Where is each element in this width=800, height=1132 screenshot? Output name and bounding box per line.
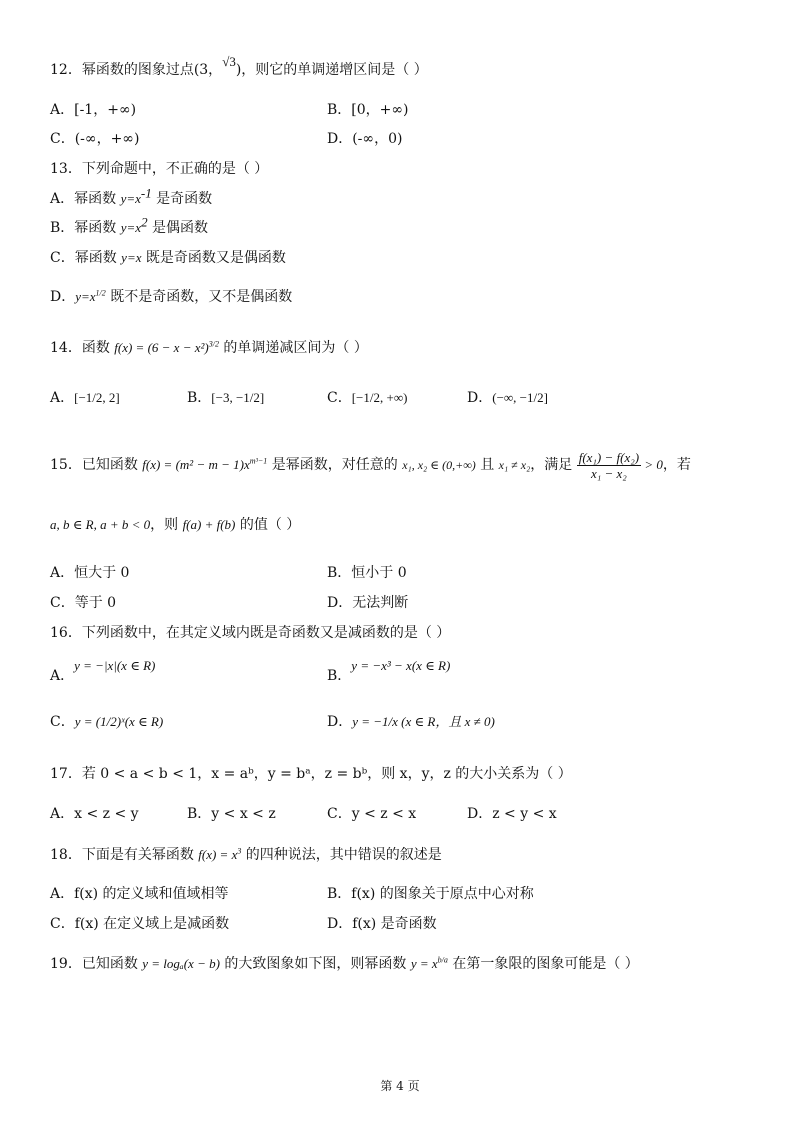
q15-exponent: m³−1 — [249, 456, 268, 466]
q19-stem — [50, 954, 639, 974]
q15-sum: f(a) + f(b) — [182, 517, 236, 532]
q17-option-a[interactable]: A．x < z < y — [50, 806, 139, 822]
q16-option-b[interactable] — [327, 656, 451, 684]
q12-stem-text-b: )，则它的单调递增区间是（ ） — [235, 62, 428, 78]
q13-d-exp: 1/2 — [95, 288, 106, 298]
q18-function: f(x) = x — [198, 847, 238, 862]
q15-line2-text-b: 的值（ ） — [235, 517, 301, 533]
q15-option-c[interactable]: C．等于 0 — [50, 595, 117, 611]
q16-c-label: C． — [50, 714, 75, 730]
q19-power-function: y = x — [410, 956, 438, 971]
q15-neq: x₁ ≠ x₂ — [498, 458, 531, 472]
q13-a-math: y=x — [120, 191, 141, 206]
q18-stem-text-a: 18．下面是有关幂函数 — [50, 847, 199, 863]
q16-option-c[interactable] — [50, 712, 163, 732]
q15-stem-line2 — [50, 515, 300, 535]
q12-option-b[interactable]: B．[0，+∞) — [327, 102, 409, 118]
q15-line2-text-a: ，则 — [150, 517, 183, 533]
q14-option-a[interactable] — [50, 388, 120, 408]
q13-option-d[interactable] — [50, 287, 292, 307]
q15-stem-text-d: ，满足 — [530, 457, 577, 473]
q19-stem-text-a: 19．已知函数 — [50, 956, 143, 972]
q18-stem-text-b: 的四种说法，其中错误的叙述是 — [241, 847, 442, 863]
q16-b-math: y = −x³ − x(x ∈ R) — [351, 658, 451, 673]
q14-function: f(x) = (6 − x − x²) — [114, 340, 209, 355]
q13-d-prefix: D． — [50, 289, 76, 305]
q15-option-a[interactable]: A．恒大于 0 — [50, 565, 130, 581]
q19-log-function: y = logₐ(x − b) — [142, 956, 220, 971]
q18-option-c[interactable]: C．f(x) 在定义域上是减函数 — [50, 916, 230, 932]
q18-option-a[interactable]: A．f(x) 的定义域和值域相等 — [50, 886, 229, 902]
q13-d-math: y=x — [75, 289, 96, 304]
q15-stem-text-b: 是幂函数，对任意的 — [267, 457, 403, 473]
q14-d-math: (−∞, −1/2] — [492, 390, 548, 405]
q15-stem-text-a: 15．已知函数 — [50, 457, 143, 473]
q13-b-exp: 2 — [141, 214, 148, 230]
q17-stem: 17．若 0 < a < b < 1，x = aᵇ，y = bᵃ，z = bᵇ，则 x，y，z 的大小关系为（ ） — [50, 766, 572, 782]
q14-option-b[interactable] — [187, 388, 264, 408]
q16-stem: 16．下列函数中，在其定义域内既是奇函数又是减函数的是（ ） — [50, 625, 451, 641]
q15-fraction — [577, 450, 641, 481]
q16-a-label: A． — [50, 668, 75, 684]
q13-a-prefix: A．幂函数 — [50, 191, 121, 207]
q14-d-label: D． — [467, 390, 493, 406]
q19-stem-text-b: 的大致图象如下图，则幂函数 — [219, 956, 411, 972]
q12-option-d[interactable]: D．(-∞，0) — [327, 131, 403, 147]
q16-option-d[interactable] — [327, 712, 495, 732]
q13-a-exp: -1 — [140, 185, 152, 201]
q13-option-a[interactable] — [50, 185, 213, 209]
page-number: 第 4 页 — [380, 1079, 420, 1093]
q12-stem-text-a: 12．幂函数的图象过点(3， — [50, 62, 223, 78]
q18-option-d[interactable]: D．f(x) 是奇函数 — [327, 916, 437, 932]
q19-exponent: b/a — [437, 955, 448, 965]
q15-domain: x₁, x₂ ∈ (0,+∞) — [402, 458, 476, 472]
q14-a-label: A． — [50, 390, 75, 406]
q14-stem-text-b: 的单调递减区间为（ ） — [218, 340, 368, 356]
q16-option-a[interactable] — [50, 656, 156, 684]
q13-c-math: y=x — [121, 250, 142, 265]
q13-c-suffix: 既是奇函数又是偶函数 — [141, 250, 286, 266]
q15-option-d[interactable]: D．无法判断 — [327, 595, 409, 611]
q16-d-label: D． — [327, 714, 353, 730]
q13-a-suffix: 是奇函数 — [151, 191, 213, 207]
q15-function: f(x) = (m² − m − 1)x — [142, 457, 250, 472]
q13-option-b[interactable] — [50, 214, 209, 238]
q13-d-suffix: 既不是奇函数，又不是偶函数 — [105, 289, 293, 305]
q14-option-c[interactable] — [327, 388, 407, 408]
q14-option-d[interactable] — [467, 388, 548, 408]
q14-b-math: [−3, −1/2] — [211, 390, 265, 405]
q18-option-b[interactable]: B．f(x) 的图象关于原点中心对称 — [327, 886, 534, 902]
q14-a-math: [−1/2, 2] — [74, 390, 120, 405]
q12-option-c[interactable]: C．(-∞，+∞) — [50, 131, 140, 147]
q17-option-b[interactable]: B．y < x < z — [187, 806, 276, 822]
q14-c-math: [−1/2, +∞) — [351, 390, 408, 405]
q18-stem — [50, 845, 442, 865]
q13-stem: 13．下列命题中，不正确的是（ ） — [50, 161, 269, 177]
q17-option-c[interactable]: C．y < z < x — [327, 806, 417, 822]
q15-frac-tail: > 0 — [641, 457, 663, 472]
q15-stem-text-c: 且 — [475, 457, 499, 473]
q15-frac-denominator: x₁ − x₂ — [590, 465, 627, 481]
q12-stem — [50, 54, 428, 80]
q15-frac-numerator: f(x₁) − f(x₂) — [578, 449, 640, 465]
q13-b-math: y=x — [120, 220, 142, 235]
q12-option-a[interactable]: A．[-1，+∞) — [50, 102, 137, 118]
q15-condition: a, b ∈ R, a + b < 0 — [50, 517, 151, 532]
q17-option-d[interactable]: D．z < y < x — [467, 806, 557, 822]
q12-point-sqrt: √3 — [222, 54, 236, 69]
q15-stem-text-e: ，若 — [662, 457, 691, 473]
q16-a-math: y = −|x|(x ∈ R) — [74, 658, 156, 673]
q16-d-math: y = −1/x (x ∈ R，且 x ≠ 0) — [352, 714, 495, 729]
q16-b-label: B． — [327, 668, 352, 684]
q16-c-math: y = (1/2)ˣ(x ∈ R) — [74, 714, 164, 729]
q13-b-suffix: 是偶函数 — [147, 220, 209, 236]
q15-option-b[interactable]: B．恒小于 0 — [327, 565, 407, 581]
q13-b-prefix: B．幂函数 — [50, 220, 121, 236]
q13-c-prefix: C．幂函数 — [50, 250, 122, 266]
q19-stem-text-c: 在第一象限的图象可能是（ ） — [447, 956, 639, 972]
q14-stem — [50, 338, 368, 358]
q14-stem-text-a: 14．函数 — [50, 340, 115, 356]
q14-c-label: C． — [327, 390, 352, 406]
q18-exponent: 3 — [237, 846, 242, 856]
q13-option-c[interactable] — [50, 248, 286, 268]
q14-exponent: 3/2 — [208, 339, 219, 349]
q15-stem — [50, 449, 691, 481]
q14-b-label: B． — [187, 390, 212, 406]
